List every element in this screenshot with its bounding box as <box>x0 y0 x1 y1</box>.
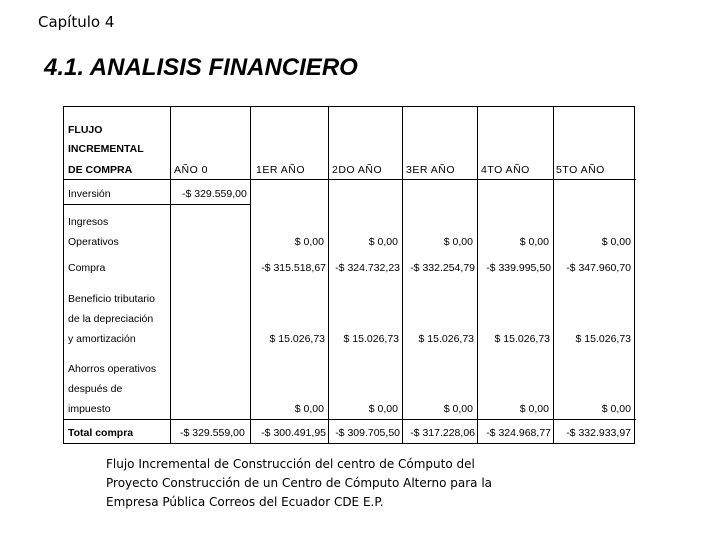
column-header-year-4: 4TO AÑO <box>481 164 530 176</box>
value-ahorros-year-4: $ 0,00 <box>519 403 549 415</box>
cash-flow-table <box>63 106 635 444</box>
value-compra-year-2: -$ 324.732,23 <box>335 262 400 274</box>
value-compra-year-3: -$ 332.254,79 <box>410 262 475 274</box>
section-title: 4.1. ANALISIS FINANCIERO <box>44 54 358 81</box>
value-compra-year-1: -$ 315.518,67 <box>261 262 326 274</box>
value-ingresos-year-5: $ 0,00 <box>601 236 631 248</box>
row-divider <box>64 179 636 180</box>
header-label-line: INCREMENTAL <box>68 143 144 155</box>
column-header-year-0: AÑO 0 <box>174 164 209 176</box>
value-compra-year-5: -$ 347.960,70 <box>566 262 631 274</box>
row-label-inversion: Inversión <box>68 188 111 200</box>
row-label-compra: Compra <box>68 262 106 274</box>
value-ahorros-year-3: $ 0,00 <box>443 403 473 415</box>
value-total-year-1: -$ 300.491,95 <box>261 427 326 439</box>
value-ahorros-year-2: $ 0,00 <box>368 403 398 415</box>
column-divider <box>553 107 554 443</box>
chapter-label: Capítulo 4 <box>38 13 115 31</box>
row-label-beneficio: de la depreciación <box>68 313 154 325</box>
row-label-ingresos: Operativos <box>68 236 119 248</box>
value-total-year-5: -$ 332.933,97 <box>566 427 631 439</box>
value-beneficio-year-3: $ 15.026,73 <box>418 333 474 345</box>
row-label-ahorros: impuesto <box>68 403 111 415</box>
value-total-year-4: -$ 324.968,77 <box>486 427 551 439</box>
column-header-year-5: 5TO AÑO <box>556 164 605 176</box>
caption-line: Flujo Incremental de Construcción del centro de Cómputo del <box>106 457 475 471</box>
value-beneficio-year-5: $ 15.026,73 <box>575 333 631 345</box>
row-label-ahorros: Ahorros operativos <box>68 363 157 375</box>
table-caption <box>106 455 566 512</box>
value-total-year-2: -$ 309.705,50 <box>335 427 400 439</box>
column-divider <box>250 107 251 443</box>
caption-line: Empresa Pública Correos del Ecuador CDE E.P. <box>106 495 384 509</box>
column-header-year-3: 3ER AÑO <box>406 164 456 176</box>
value-beneficio-year-1: $ 15.026,73 <box>269 333 325 345</box>
value-ingresos-year-1: $ 0,00 <box>294 236 324 248</box>
column-divider <box>170 107 171 443</box>
column-header-year-2: 2DO AÑO <box>332 164 383 176</box>
row-label-beneficio: Beneficio tributario <box>68 293 155 305</box>
value-beneficio-year-2: $ 15.026,73 <box>343 333 399 345</box>
header-label-line: DE COMPRA <box>68 164 133 176</box>
column-divider <box>328 107 329 443</box>
value-total-year-0: -$ 329.559,00 <box>180 427 245 439</box>
value-ingresos-year-2: $ 0,00 <box>368 236 398 248</box>
row-label-ingresos: Ingresos <box>68 216 109 228</box>
row-divider <box>64 204 250 205</box>
caption-line: Proyecto Construcción de un Centro de Cómputo Alterno para la <box>106 476 493 490</box>
value-ingresos-year-4: $ 0,00 <box>519 236 549 248</box>
value-ahorros-year-5: $ 0,00 <box>601 403 631 415</box>
value-inversion-year-0: -$ 329.559,00 <box>182 188 247 200</box>
value-beneficio-year-4: $ 15.026,73 <box>494 333 550 345</box>
header-label-line: FLUJO <box>68 124 103 136</box>
row-label-total: Total compra <box>68 427 134 439</box>
row-divider <box>64 419 636 420</box>
column-divider <box>402 107 403 443</box>
column-header-year-1: 1ER AÑO <box>256 164 306 176</box>
value-ingresos-year-3: $ 0,00 <box>443 236 473 248</box>
row-label-beneficio: y amortización <box>68 333 136 345</box>
value-compra-year-4: -$ 339.995,50 <box>486 262 551 274</box>
column-divider <box>477 107 478 443</box>
row-label-ahorros: después de <box>68 383 123 395</box>
value-total-year-3: -$ 317.228,06 <box>410 427 475 439</box>
value-ahorros-year-1: $ 0,00 <box>294 403 324 415</box>
